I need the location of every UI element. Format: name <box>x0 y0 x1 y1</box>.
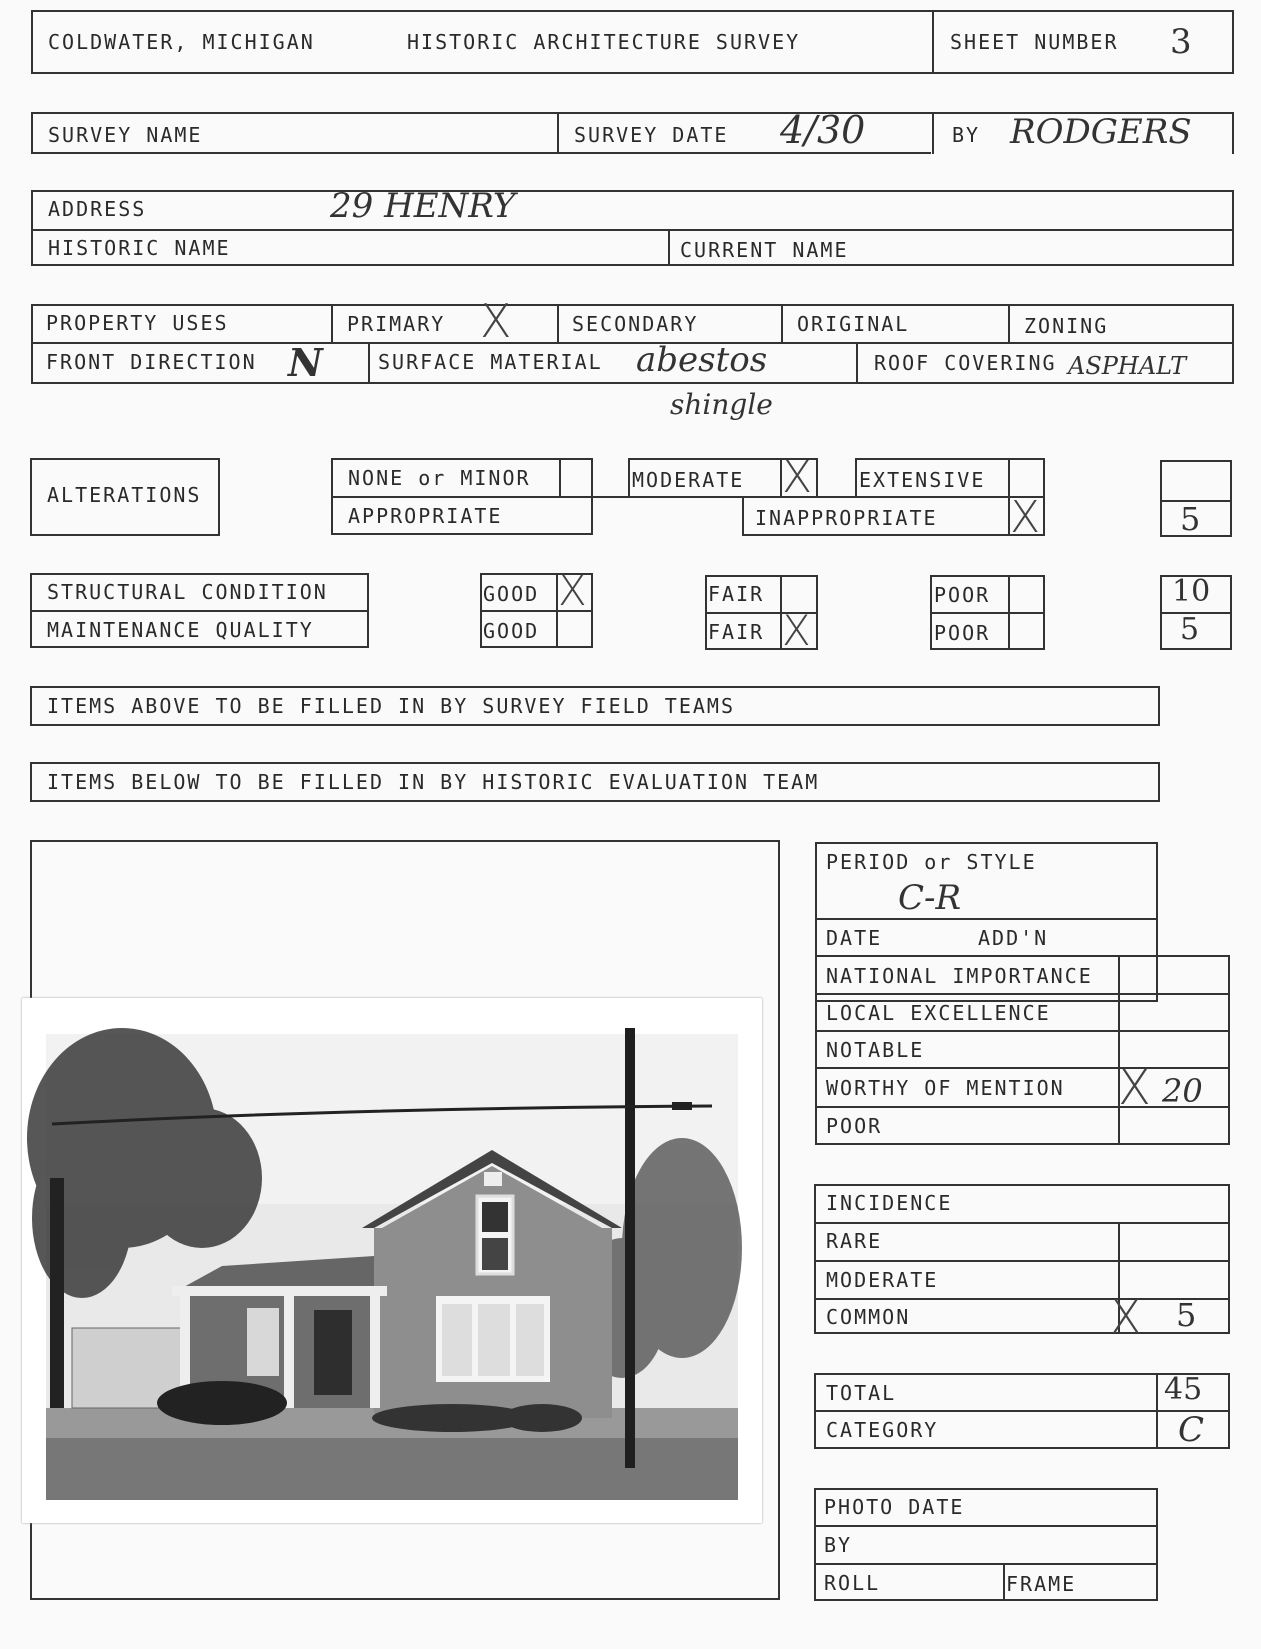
roof-covering-label: ROOF COVERING <box>874 351 1057 375</box>
incidence-label: INCIDENCE <box>826 1191 953 1215</box>
national-importance-label: NATIONAL IMPORTANCE <box>826 964 1093 988</box>
alterations-label: ALTERATIONS <box>47 483 202 507</box>
front-direction-value: N <box>288 340 323 385</box>
secondary-label: SECONDARY <box>572 312 699 336</box>
structural-score: 10 <box>1172 574 1211 609</box>
note-above: ITEMS ABOVE TO BE FILLED IN BY SURVEY FIELD TEAMS <box>47 694 736 718</box>
poor-eval-label: POOR <box>826 1114 883 1138</box>
address-value: 29 HENRY <box>330 186 516 226</box>
current-name-label: CURRENT NAME <box>680 238 849 262</box>
appropriate-label: APPROPRIATE <box>348 504 503 528</box>
house-photo <box>22 998 762 1523</box>
date-label: DATE <box>826 926 883 950</box>
address-label: ADDRESS <box>48 197 147 221</box>
maintenance-quality-label: MAINTENANCE QUALITY <box>47 618 314 642</box>
sheet-number-value: 3 <box>1170 22 1192 62</box>
structural-condition-label: STRUCTURAL CONDITION <box>47 580 328 604</box>
poor-label-2: POOR <box>934 621 991 645</box>
structural-good-mark: X <box>558 566 587 615</box>
survey-by-value: RODGERS <box>1010 112 1192 152</box>
poor-label-1: POOR <box>934 583 991 607</box>
none-minor-label: NONE or MINOR <box>348 466 531 490</box>
note-below: ITEMS BELOW TO BE FILLED IN BY HISTORIC EVALUATION TEAM <box>47 770 820 794</box>
maintenance-score: 5 <box>1180 612 1200 647</box>
header-location: COLDWATER, MICHIGAN <box>48 30 315 54</box>
roof-covering-value: ASPHALT <box>1068 352 1187 380</box>
front-direction-label: FRONT DIRECTION <box>46 350 257 374</box>
header-title: HISTORIC ARCHITECTURE SURVEY <box>407 30 801 54</box>
surface-material-value: abestos <box>636 340 768 380</box>
worthy-score: 20 <box>1162 1072 1203 1110</box>
survey-by-label: BY <box>952 123 981 147</box>
primary-mark: X <box>480 294 512 348</box>
survey-date-label: SURVEY DATE <box>574 123 729 147</box>
photo-date-label: PHOTO DATE <box>824 1495 965 1519</box>
historic-name-label: HISTORIC NAME <box>48 236 231 260</box>
period-style-label: PERIOD or STYLE <box>826 850 1037 874</box>
common-label: COMMON <box>826 1305 911 1329</box>
good-label-1: GOOD <box>483 582 540 606</box>
common-mark: X <box>1110 1290 1142 1344</box>
notable-label: NOTABLE <box>826 1038 925 1062</box>
rare-label: RARE <box>826 1229 883 1253</box>
inappropriate-mark: X <box>1010 492 1041 543</box>
inappropriate-label: INAPPROPRIATE <box>755 506 938 530</box>
property-uses-label: PROPERTY USES <box>46 311 229 335</box>
worthy-of-mention-label: WORTHY OF MENTION <box>826 1076 1065 1100</box>
good-label-2: GOOD <box>483 619 540 643</box>
category-label: CATEGORY <box>826 1418 939 1442</box>
total-label: TOTAL <box>826 1381 897 1405</box>
survey-name-label: SURVEY NAME <box>48 123 203 147</box>
moderate-incidence-label: MODERATE <box>826 1268 939 1292</box>
photo-by-label: BY <box>824 1533 853 1557</box>
roll-label: ROLL <box>824 1571 881 1595</box>
period-style-value: C-R <box>898 878 962 918</box>
moderate-mark: X <box>782 452 813 503</box>
fair-label-2: FAIR <box>708 620 765 644</box>
moderate-label: MODERATE <box>632 468 745 492</box>
frame-label: FRAME <box>1006 1572 1077 1596</box>
alterations-score: 5 <box>1180 500 1201 538</box>
addn-label: ADD'N <box>978 926 1049 950</box>
common-score: 5 <box>1176 1296 1197 1334</box>
fair-label-1: FAIR <box>708 582 765 606</box>
maintenance-fair-mark: X <box>782 606 811 655</box>
total-value: 45 <box>1164 1372 1203 1407</box>
zoning-label: ZONING <box>1024 314 1109 338</box>
house-photo-image <box>22 998 762 1523</box>
category-value: C <box>1178 1410 1205 1450</box>
original-label: ORIGINAL <box>797 312 910 336</box>
extensive-label: EXTENSIVE <box>859 468 986 492</box>
surface-material-value-2: shingle <box>670 388 773 421</box>
worthy-mark: X <box>1118 1060 1151 1116</box>
sheet-number-label: SHEET NUMBER <box>950 30 1119 54</box>
local-excellence-label: LOCAL EXCELLENCE <box>826 1001 1051 1025</box>
survey-date-value: 4/30 <box>780 108 866 152</box>
primary-label: PRIMARY <box>347 312 446 336</box>
surface-material-label: SURFACE MATERIAL <box>378 350 603 374</box>
